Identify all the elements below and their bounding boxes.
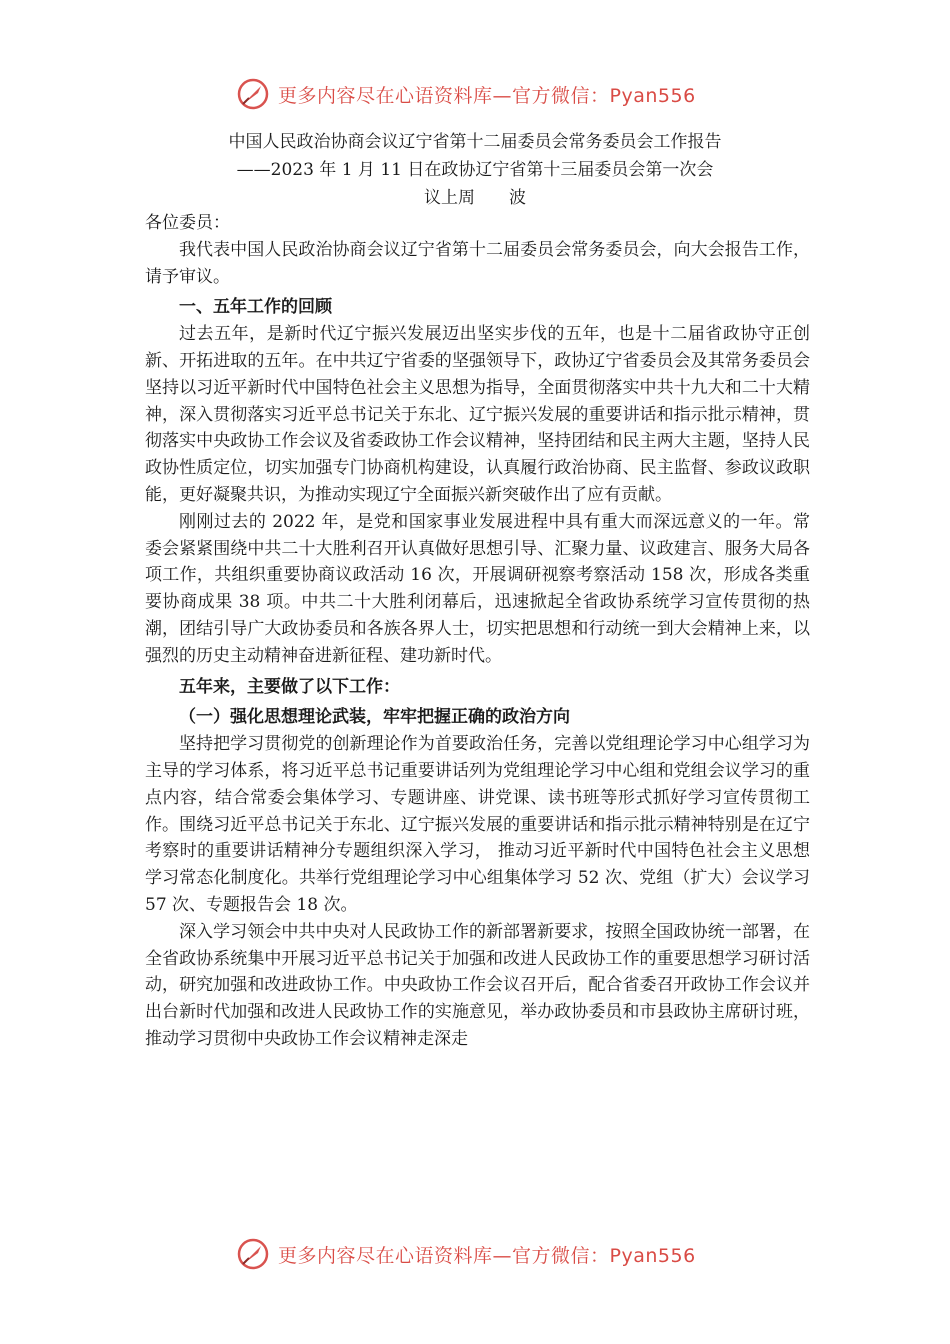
quill-logo-icon [236,1237,270,1271]
title-line-2: ——2023 年 1 月 11 日在政协辽宁省第十三届委员会第一次会 [236,160,714,180]
watermark-text: 更多内容尽在心语资料库—官方微信：Pyan556 [278,84,696,107]
watermark-footer [236,1233,756,1275]
subsection-heading-1: （一）强化思想理论武装，牢牢把握正确的政治方向 [179,707,570,728]
watermark-header [236,73,756,115]
section-heading-1: 一、五年工作的回顾 [179,297,332,318]
report-title [145,128,805,212]
greeting: 各位委员： [145,213,230,233]
paragraph-2: 过去五年，是新时代辽宁振兴发展迈出坚实步伐的五年，也是十二届省政协守正创新、开拓进取的五年。在中共辽宁省委的坚强领导下，政协辽宁省委员会及其常务委员会坚持以习近平新时代中国特色社会主义思想为指导，全面贯彻落实中共十九大和二十大精神，深入贯彻落实习近平总书记关于东北、辽宁振兴发展的重要讲话和指示批示精神，贯彻落实中央政协工作会议及省委政协工作会议精神，坚持团结和民主两大主题，坚持人民政协性质定位，切实加强专门协商机构建设，认真履行政治协商、民主监督、参政议政职能，更好凝聚共识，为推动实现辽宁全面振兴新突破作出了应有贡献。 [145,324,810,505]
title-line-3: 议上周 波 [424,188,526,208]
paragraph-1: 我代表中国人民政治协商会议辽宁省第十二届委员会常务委员会，向大会报告工作，请予审议。 [145,239,810,287]
quill-logo-icon [236,77,270,111]
subsection-intro: 五年来，主要做了以下工作： [179,676,400,697]
report-body [145,210,810,1053]
paragraph-5: 深入学习领会中共中央对人民政协工作的新部署新要求，按照全国政协统一部署，在全省政协系统集中开展习近平总书记关于加强和改进人民政协工作的重要思想学习研讨活动，研究加强和改进政协工作。中央政协工作会议召开后，配合省委召开政协工作会议并出台新时代加强和改进人民政协工作的实施意见，举办政协委员和市县政协主席研讨班，推动学习贯彻中央政协工作会议精神走深走 [145,921,810,1049]
paragraph-4: 坚持把学习贯彻党的创新理论作为首要政治任务，完善以党组理论学习中心组学习为主导的学习体系，将习近平总书记重要讲话列为党组理论学习中心组和党组会议学习的重点内容，结合常委会集体学习、专题讲座、讲党课、读书班等形式抓好学习宣传贯彻工作。围绕习近平总书记关于东北、辽宁振兴发展的重要讲话和指示批示精神特别是在辽宁考察时的重要讲话精神分专题组织深入学习， 推动习近平新时代中国特色社会主义思想学习常态化制度化。共举行党组理论学习中心组集体学习 52 次、党组（扩大）会议学习 57 次、专题报告会 18 次。 [145,734,810,915]
watermark-text: 更多内容尽在心语资料库—官方微信：Pyan556 [278,1244,696,1267]
title-line-1: 中国人民政治协商会议辽宁省第十二届委员会常务委员会工作报告 [228,132,722,152]
paragraph-3: 刚刚过去的 2022 年，是党和国家事业发展进程中具有重大而深远意义的一年。常委会紧紧围绕中共二十大胜利召开认真做好思想引导、汇聚力量、议政建言、服务大局各项工作，共组织重要协商议政活动 16 次，开展调研视察考察活动 158 次，形成各类重要协商成果 38 项。中共二十大胜利闭幕后，迅速掀起全省政协系统学习宣传贯彻的热潮，团结引导广大政协委员和各族各界人士，切实把思想和行动统一到大会精神上来，以强烈的历史主动精神奋进新征程、建功新时代。 [145,511,810,666]
